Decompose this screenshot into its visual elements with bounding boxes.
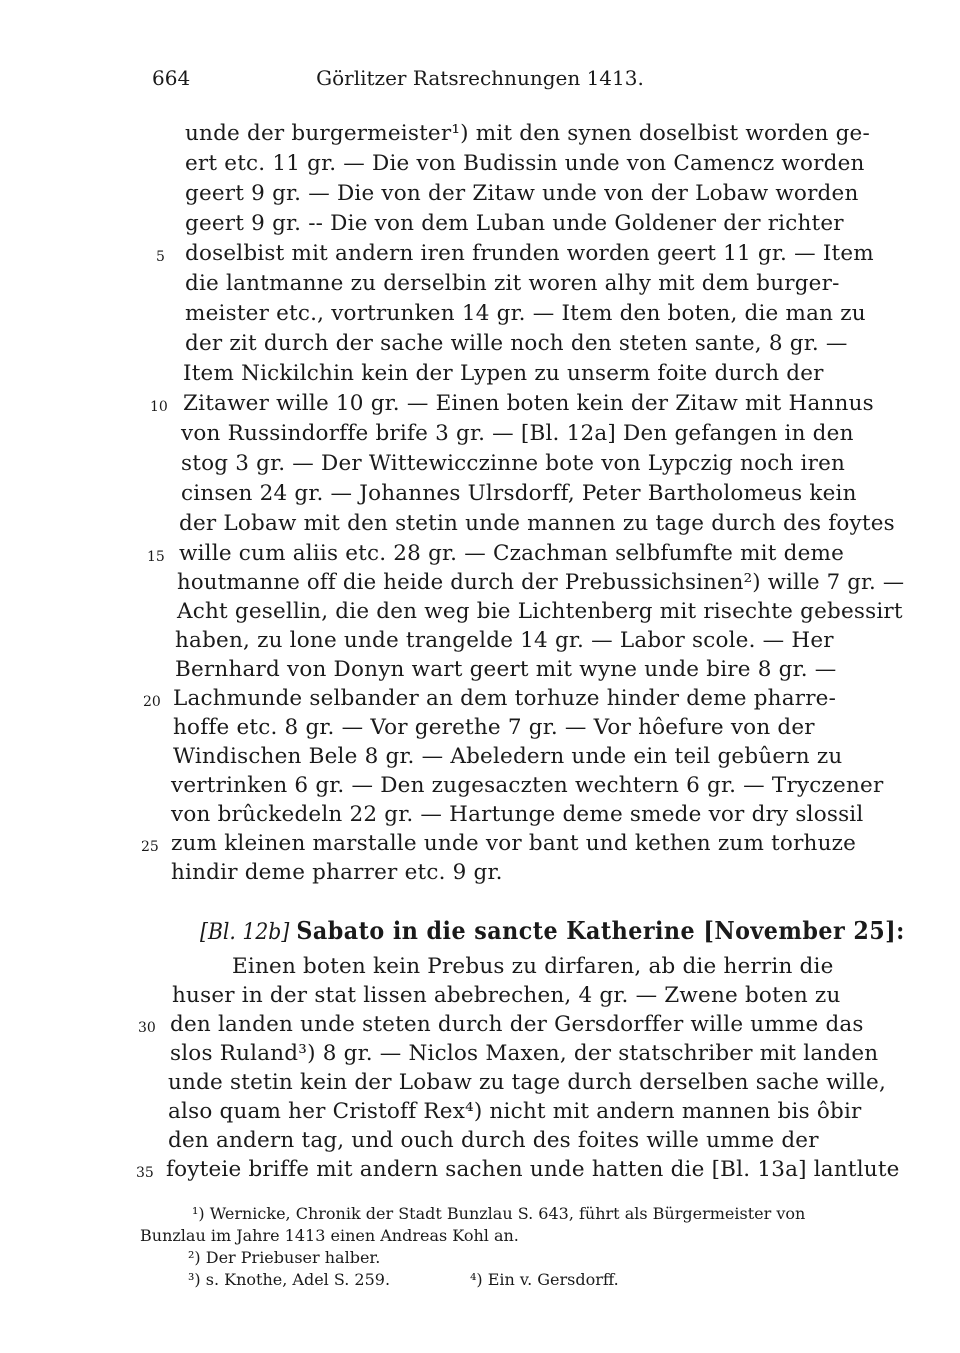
text-line: hindir deme pharrer etc. 9 gr. bbox=[171, 860, 503, 885]
text-line: slos Ruland³) 8 gr. — Niclos Maxen, der statschriber mit landen bbox=[170, 1041, 879, 1066]
text-line: hoffe etc. 8 gr. — Vor gerethe 7 gr. — Vor hôefure von der bbox=[173, 715, 815, 740]
page-header bbox=[0, 66, 960, 96]
text-line: ert etc. 11 gr. — Die von Budissin unde von Camencz worden bbox=[185, 151, 865, 176]
text-line: haben, zu lone unde trangelde 14 gr. — Labor scole. — Her bbox=[175, 628, 834, 653]
text-line: stog 3 gr. — Der Wittewicczinne bote von Lypczig noch iren bbox=[181, 451, 846, 476]
text-line: wille cum aliis etc. 28 gr. — Czachman selbfumfte mit deme bbox=[179, 541, 845, 566]
text-line: der zit durch der sache wille noch den steten sante, 8 gr. — bbox=[185, 331, 848, 356]
text-line: von brûckedeln 22 gr. — Hartunge deme smede vor dry slossil bbox=[171, 802, 864, 827]
text-line: Acht gesellin, die den weg bie Lichtenberg mit risechte gebessirt bbox=[177, 599, 903, 624]
text-line: geert 9 gr. — Die von der Zitaw unde von der Lobaw worden bbox=[185, 181, 859, 206]
text-line: Einen boten kein Prebus zu dirfaren, ab die herrin die bbox=[232, 954, 834, 979]
section-title: Sabato in die sancte Katherine [November 25]: bbox=[296, 916, 905, 945]
line-number: 10 bbox=[150, 399, 168, 415]
footnote: ³) s. Knothe, Adel S. 259. bbox=[188, 1270, 391, 1289]
text-line: zum kleinen marstalle unde vor bant und kethen zum torhuze bbox=[171, 831, 857, 856]
text-line: geert 9 gr. -- Die von dem Luban unde Goldener der richter bbox=[185, 211, 844, 236]
page-number: 664 bbox=[152, 66, 191, 90]
text-line: unde stetin kein der Lobaw zu tage durch derselben sache wille, bbox=[168, 1070, 887, 1095]
footnote: ²) Der Priebuser halber. bbox=[188, 1248, 381, 1267]
line-number: 30 bbox=[138, 1020, 156, 1036]
text-line: der Lobaw mit den stetin unde mannen zu tage durch des foytes bbox=[179, 511, 895, 536]
text-line: die lantmanne zu derselbin zit woren alhy mit dem burger- bbox=[185, 271, 840, 296]
footnote: ¹) Wernicke, Chronik der Stadt Bunzlau S. 643, führt als Bürgermeister von bbox=[192, 1204, 806, 1223]
line-number: 5 bbox=[156, 249, 165, 265]
text-line: vertrinken 6 gr. — Den zugesaczten wechtern 6 gr. — Tryczener bbox=[171, 773, 884, 798]
text-line: Windischen Bele 8 gr. — Abeledern unde ein teil gebûern zu bbox=[173, 744, 843, 769]
text-line: den andern tag, und ouch durch des foites wille umme der bbox=[168, 1128, 819, 1153]
text-line: doselbist mit andern iren frunden worden geert 11 gr. — Item bbox=[185, 241, 874, 266]
text-line: von Russindorffe brife 3 gr. — [Bl. 12a] Den gefangen in den bbox=[181, 421, 854, 446]
text-line: unde der burgermeister¹) mit den synen doselbist worden ge- bbox=[185, 121, 870, 146]
running-title: Görlitzer Ratsrechnungen 1413. bbox=[316, 66, 644, 90]
line-number: 35 bbox=[136, 1165, 154, 1181]
text-line: Item Nickilchin kein der Lypen zu unserm foite durch der bbox=[183, 361, 824, 386]
footnote: Bunzlau im Jahre 1413 einen Andreas Kohl an. bbox=[140, 1226, 519, 1245]
text-line: Lachmunde selbander an dem torhuze hinder deme pharre- bbox=[173, 686, 837, 711]
text-line: also quam her Cristoff Rex⁴) nicht mit andern mannen bis ôbir bbox=[168, 1099, 862, 1124]
line-number: 25 bbox=[141, 839, 159, 855]
folio-reference: [Bl. 12b] bbox=[200, 920, 290, 945]
line-number: 20 bbox=[143, 694, 161, 710]
text-line: den landen unde steten durch der Gersdorffer wille umme das bbox=[170, 1012, 864, 1037]
section-heading bbox=[200, 916, 905, 945]
footnote: ⁴) Ein v. Gersdorff. bbox=[470, 1270, 619, 1289]
text-line: meister etc., vortrunken 14 gr. — Item den boten, die man zu bbox=[185, 301, 866, 326]
text-line: cinsen 24 gr. — Johannes Ulrsdorff, Peter Bartholomeus kein bbox=[181, 481, 857, 506]
text-line: Bernhard von Donyn wart geert mit wyne unde bire 8 gr. — bbox=[175, 657, 837, 682]
text-line: huser in der stat lissen abebrechen, 4 gr. — Zwene boten zu bbox=[172, 983, 841, 1008]
text-line: Zitawer wille 10 gr. — Einen boten kein der Zitaw mit Hannus bbox=[183, 391, 874, 416]
text-line: foyteie briffe mit andern sachen unde hatten die [Bl. 13a] lantlute bbox=[166, 1157, 900, 1182]
line-number: 15 bbox=[147, 549, 165, 565]
text-line: houtmanne off die heide durch der Prebussichsinen²) wille 7 gr. — bbox=[177, 570, 905, 595]
